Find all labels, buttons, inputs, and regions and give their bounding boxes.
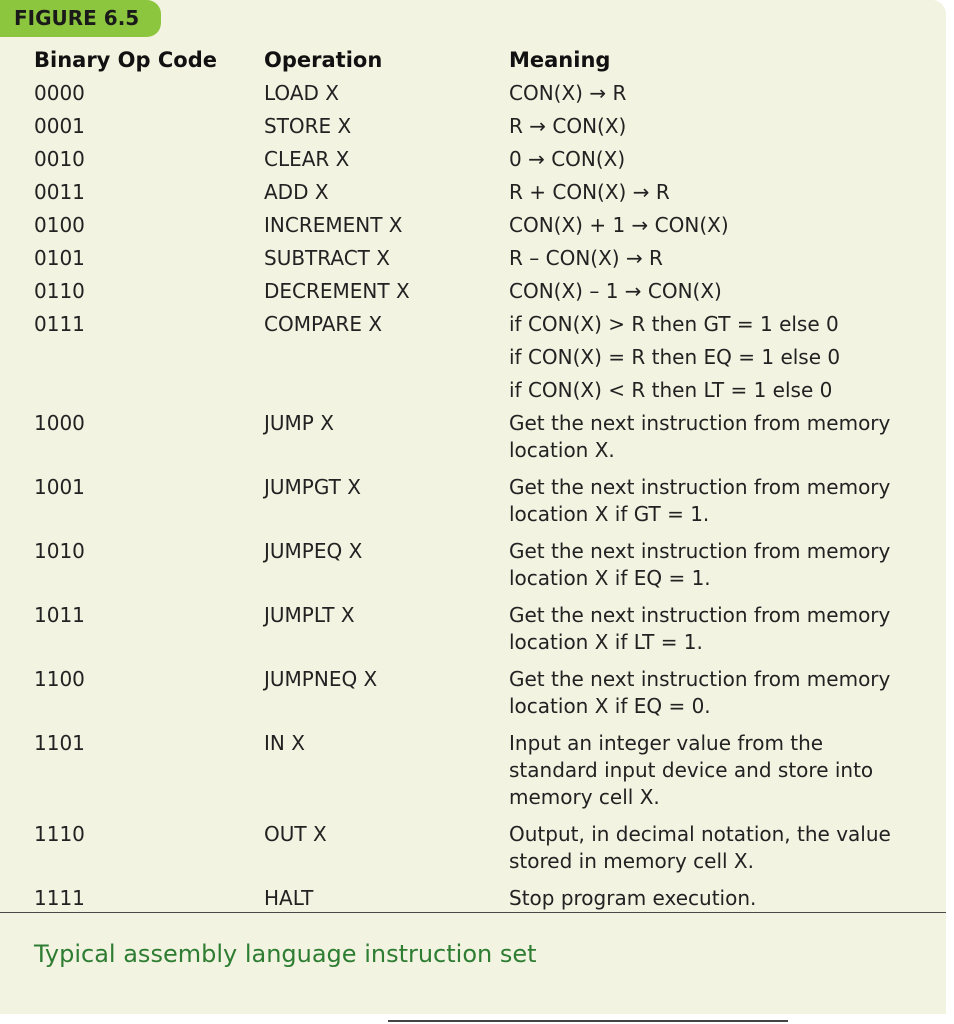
meaning-line: Get the next instruction from memory bbox=[509, 667, 891, 691]
table-row bbox=[0, 242, 946, 275]
meaning-line: stored in memory cell X. bbox=[509, 849, 754, 873]
operation-cell: JUMPLT X bbox=[264, 603, 355, 627]
table-row bbox=[0, 727, 946, 818]
header-operation: Operation bbox=[264, 48, 383, 72]
meaning-cell bbox=[509, 407, 946, 464]
meaning-line: if CON(X) < R then LT = 1 else 0 bbox=[509, 378, 833, 402]
op-code-cell: 0000 bbox=[34, 81, 85, 105]
op-code-cell: 0001 bbox=[34, 114, 85, 138]
header-meaning: Meaning bbox=[509, 48, 611, 72]
meaning-line: Get the next instruction from memory bbox=[509, 475, 891, 499]
meaning-line: memory cell X. bbox=[509, 785, 660, 809]
operation-cell: CLEAR X bbox=[264, 147, 350, 171]
operation-cell: IN X bbox=[264, 731, 305, 755]
meaning-line: if CON(X) = R then EQ = 1 else 0 bbox=[509, 345, 841, 369]
figure-caption: Typical assembly language instruction set bbox=[34, 940, 537, 968]
operation-cell: DECREMENT X bbox=[264, 279, 410, 303]
meaning-cell: CON(X) + 1 → CON(X) bbox=[509, 213, 729, 237]
table-row bbox=[0, 176, 946, 209]
divider bbox=[0, 912, 946, 913]
operation-cell: ADD X bbox=[264, 180, 329, 204]
operation-cell: INCREMENT X bbox=[264, 213, 403, 237]
header-binary-op-code: Binary Op Code bbox=[34, 48, 217, 72]
table-row bbox=[0, 818, 946, 882]
table-row bbox=[0, 143, 946, 176]
meaning-line: Get the next instruction from memory bbox=[509, 539, 891, 563]
table-row bbox=[0, 407, 946, 471]
meaning-cell bbox=[509, 599, 946, 656]
table-body bbox=[0, 77, 946, 915]
meaning-line: Input an integer value from the bbox=[509, 731, 824, 755]
table-row bbox=[0, 599, 946, 663]
op-code-cell: 1000 bbox=[34, 411, 85, 435]
meaning-line: Get the next instruction from memory bbox=[509, 603, 891, 627]
meaning-cell: R → CON(X) bbox=[509, 114, 627, 138]
table-row bbox=[0, 882, 946, 915]
meaning-cell: CON(X) → R bbox=[509, 81, 627, 105]
op-code-cell: 1111 bbox=[34, 886, 85, 910]
operation-cell: JUMPEQ X bbox=[264, 539, 363, 563]
table-row bbox=[0, 209, 946, 242]
meaning-cell: CON(X) – 1 → CON(X) bbox=[509, 279, 722, 303]
meaning-cell: Stop program execution. bbox=[509, 886, 757, 910]
table-row bbox=[0, 77, 946, 110]
op-code-cell: 1011 bbox=[34, 603, 85, 627]
meaning-cell: R – CON(X) → R bbox=[509, 246, 663, 270]
meaning-line: Get the next instruction from memory bbox=[509, 411, 891, 435]
instruction-table bbox=[0, 44, 946, 915]
operation-cell: SUBTRACT X bbox=[264, 246, 390, 270]
table-row bbox=[0, 471, 946, 535]
meaning-cell bbox=[509, 663, 946, 720]
figure-label: FIGURE 6.5 bbox=[0, 0, 161, 37]
op-code-cell: 0111 bbox=[34, 312, 85, 336]
operation-cell: STORE X bbox=[264, 114, 352, 138]
meaning-cell bbox=[509, 308, 946, 407]
op-code-cell: 0010 bbox=[34, 147, 85, 171]
op-code-cell: 0011 bbox=[34, 180, 85, 204]
op-code-cell: 1100 bbox=[34, 667, 85, 691]
meaning-line: location X if LT = 1. bbox=[509, 630, 703, 654]
meaning-line: Output, in decimal notation, the value bbox=[509, 822, 891, 846]
meaning-cell: R + CON(X) → R bbox=[509, 180, 670, 204]
meaning-cell bbox=[509, 535, 946, 592]
meaning-cell bbox=[509, 471, 946, 528]
op-code-cell: 1101 bbox=[34, 731, 85, 755]
meaning-line: location X if GT = 1. bbox=[509, 502, 710, 526]
op-code-cell: 1010 bbox=[34, 539, 85, 563]
meaning-line: location X if EQ = 1. bbox=[509, 566, 711, 590]
page-edge-line bbox=[388, 1020, 788, 1022]
table-row bbox=[0, 308, 946, 407]
meaning-cell: 0 → CON(X) bbox=[509, 147, 626, 171]
table-row bbox=[0, 110, 946, 143]
meaning-line: location X. bbox=[509, 438, 615, 462]
meaning-line: location X if EQ = 0. bbox=[509, 694, 711, 718]
table-row bbox=[0, 275, 946, 308]
meaning-cell bbox=[509, 818, 946, 875]
table-header bbox=[0, 44, 946, 77]
op-code-cell: 0110 bbox=[34, 279, 85, 303]
operation-cell: LOAD X bbox=[264, 81, 339, 105]
operation-cell: COMPARE X bbox=[264, 312, 383, 336]
table-row bbox=[0, 535, 946, 599]
operation-cell: JUMPNEQ X bbox=[264, 667, 378, 691]
operation-cell: JUMP X bbox=[264, 411, 334, 435]
meaning-line: if CON(X) > R then GT = 1 else 0 bbox=[509, 312, 839, 336]
table-row bbox=[0, 663, 946, 727]
op-code-cell: 0101 bbox=[34, 246, 85, 270]
operation-cell: OUT X bbox=[264, 822, 327, 846]
op-code-cell: 1001 bbox=[34, 475, 85, 499]
operation-cell: JUMPGT X bbox=[264, 475, 361, 499]
meaning-cell bbox=[509, 727, 946, 811]
operation-cell: HALT bbox=[264, 886, 314, 910]
op-code-cell: 1110 bbox=[34, 822, 85, 846]
meaning-line: standard input device and store into bbox=[509, 758, 874, 782]
op-code-cell: 0100 bbox=[34, 213, 85, 237]
